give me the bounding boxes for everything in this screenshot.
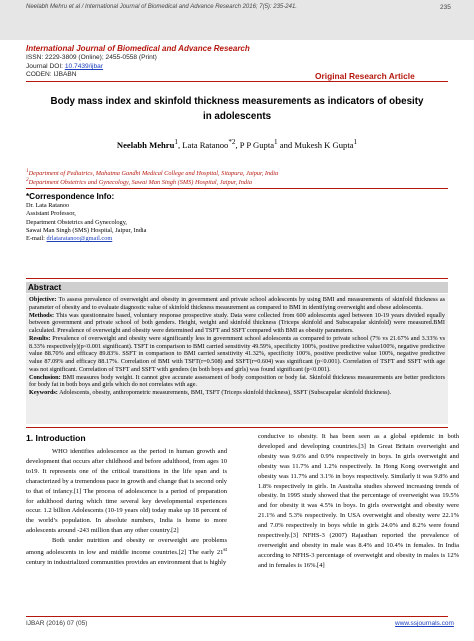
footer-divider [26, 616, 448, 617]
abstract-text: Adolescents, obesity, anthropometric measurements, BMI, TSFT (Triceps skinfold thickness), SSFT (Subscapular skinfold thickness). [57, 389, 392, 396]
running-header-text: Neelabh Mehru et al / International Journal of Biomedical and Advance Research 2016; 7(5): 235-241. [26, 4, 297, 10]
body-text: century in industrialized communities provides an environment that is highly [26, 559, 227, 567]
abstract-conclusion [29, 374, 445, 390]
author-affiliation-marker: 1 [274, 138, 278, 146]
affiliation-1-marker: 1 [26, 168, 29, 174]
affiliation-1 [26, 168, 278, 177]
abstract-label: Keywords: [29, 389, 58, 396]
abstract-objective [29, 296, 445, 312]
author-list [30, 138, 444, 150]
abstract-text: This was questionnaire based, voluntary response prospective study. Data were collected from 600 adolescents aged between 10-19 years divided equally between government and private school of both genders. Height, weight and skinfold thickness (Triceps skinfold and Subscapular skinfold) were measured.BMI calculated. Prevalence of overweight and obesity were determined and TSFT and SSFT compared with BMI as obesity parameters. [29, 311, 445, 334]
email-label: E-mail: [26, 235, 47, 243]
body-paragraph [26, 536, 227, 568]
abstract-text: BMI measures body weight. It cannot give accurate assessment of body composition or body fat. Skinfold thickness measurements are better predictors for body fat in both boys and girls which do not correlates with age. [29, 373, 445, 389]
header-divider [26, 81, 448, 82]
author-separator: and [277, 139, 295, 150]
journal-block [26, 44, 250, 71]
author-name: Mukesh K Gupta [294, 139, 354, 150]
article-title-line-2: in adolescents [202, 111, 272, 122]
abstract-label: Objective: [29, 296, 57, 303]
abstract-results [29, 335, 445, 374]
page-number: 235 [440, 4, 451, 11]
abstract-label: Conclusion: [29, 373, 61, 381]
author-affiliation-marker: 1 [353, 138, 358, 146]
body-paragraph: WHO identifies adolescence as the period in human growth and development that occurs after childhood and before adulthood, from ages 10 to19. It represents one of the critical transitions in the life span and is characterized by a tremendous pace in growth and change that is second only to that of infancy.[1] The process of adolescence is a period of preparation for adulthood during which time several key developmental experiences occur. 1.2 billion Adolescents (10-19 years old) today make up 18 percent of the world’s population. In absolute numbers, India is home to more adolescents around -243 million than any other country.[2] [26, 448, 227, 535]
body-divider [26, 427, 448, 428]
body-text: Both under nutrition and obesity or overweight are problems among adolescents in low and middle income countries.[2] The early 21 [26, 537, 227, 557]
journal-doi [26, 62, 250, 71]
affiliation-2-text: Department Obstetrics and Gynecology, Sawai Man Singh (SMS) Hospital, Jaipur, India [28, 179, 252, 187]
running-header [0, 0, 474, 40]
affiliation-2 [26, 177, 252, 186]
body-column-left [26, 432, 227, 610]
correspondence-block [26, 202, 146, 243]
author-separator: , [235, 139, 240, 150]
ordinal-superscript: st [223, 547, 227, 554]
correspondence-line: Dr. Lata Ratanoo [26, 202, 70, 209]
doi-link[interactable]: 10.7439/ijbar [64, 63, 103, 70]
author-separator: , [177, 139, 183, 150]
author-name: P P Gupta [239, 139, 275, 150]
abstract-keywords [29, 389, 445, 397]
abstract-label: Methods: [29, 311, 55, 319]
abstract-heading: Abstract [26, 282, 448, 293]
body-column-right [258, 432, 459, 612]
article-title-line-1: Body mass index and skinfold thickness measurements as indicators of obesity [50, 96, 424, 107]
author-name: Lata Ratanoo [182, 139, 229, 150]
footer-website-link[interactable]: www.ssjournals.com [395, 620, 454, 627]
affiliation-2-marker: 2 [26, 177, 29, 183]
section-heading-introduction: 1. Introduction [26, 433, 86, 443]
abstract-label: Results: [29, 334, 51, 342]
correspondence-email [26, 235, 146, 243]
correspondence-line: Department Obstetrics and Gynecology, [26, 218, 128, 226]
doi-prefix: Journal DOI: [26, 63, 65, 70]
footer-citation: IJBAR (2016) 07 (05) [26, 620, 88, 627]
correspondence-title: *Correspondence Info: [26, 192, 115, 201]
body-paragraph: conducive to obesity. It has been seen as a global epidemic in both developed and developing countries.[3] In Great Britain overweight and obesity was 9.6% and 0.9% respectively in boys. In girls overweight and obesity was 11.7% and 1.2% respectively. In Hong Kong overweight and obesity was 11.7% and 3.1% in boys respectively. Similarly it was 9.8% and 1.8% respectively in girls. In Australia studies showed increasing trends of obesity. In 1995 study showed that the percentage of overweight was 19.5% and for obesity it was 4.5% in boys. In girls overweight and obesity were 21.1% and 5.3% respectively. In USA overweight and obesity were 22.1% and 7.0% respectively in boys while in girls 24.0% and 8.2% were found respectively.[3] NFHS-3 (2007) Rajasthan reported the prevalence of overweight and obesity in male was 8.4% and 10.4% in females. In India according to NFHS-3 percentage of overweight and obesity in males is 12% and in females is 16%.[4] [258, 433, 459, 569]
author-affiliation-marker: 1 [174, 138, 178, 146]
abstract-methods [29, 312, 445, 335]
coden: CODEN: IJBABN [26, 71, 77, 78]
email-link[interactable]: drlataratanoo@gmail.com [46, 235, 113, 243]
correspondence-line: Sawai Man Singh (SMS) Hospital, Jaipur, India [26, 226, 147, 234]
journal-issn: ISSN: 2229-3809 (Online); 2455-0558 (Print) [26, 54, 157, 61]
abstract-divider [26, 278, 448, 279]
affiliation-divider [26, 188, 448, 189]
author-affiliation-marker: *2 [228, 138, 236, 146]
correspondence-line: Assistant Professor, [26, 210, 76, 218]
abstract-body [26, 294, 448, 424]
abstract-text: To assess prevalence of overweight and obesity in government and private school adolescents by using BMI and measurements of skinfold thickness as parameter of obesity and to evaluate diagnostic value of skinfold thickness measurement as compared to BMI in identifying overweight and obese adolescents. [29, 296, 445, 311]
author-name: Neelabh Mehru [116, 139, 175, 150]
journal-name: International Journal of Biomedical and Advance Research [26, 44, 250, 53]
article-title [30, 94, 444, 124]
article-type: Original Research Article [315, 71, 415, 81]
affiliation-1-text: Department of Pediatrics, Mahatma Gandhi Medical College and Hospital, Sitapura, Jaipur, India [28, 170, 279, 178]
abstract-text: Prevalence of overweight and obesity were significantly less in government school adolescents as compared to private school (7% vs 21.67% and 3.33% vs 8.33% respectively)(p<0.001 significant). TSFT in comparison to BMI carried sensitivity 49.59%, specificity 100%, positive predictive value100%, negative predictive value 88.70% and efficacy 89.83%. SSFT in comparison to BMI carried sensitivity 41.32%, specificity 100%, positive predictive value 100%, negative predictive value 87.09% and efficacy 88.17%. Correlation of BMI with TSFT(r=0.508) and SSFT(r=0.604) was significant (p<0.001). Correlation of TSFT and SSFT with age was not significant. Correlation of TSFT and SSFT with genders (in both boys and girls) was found significant (p<0.001). [29, 334, 445, 373]
